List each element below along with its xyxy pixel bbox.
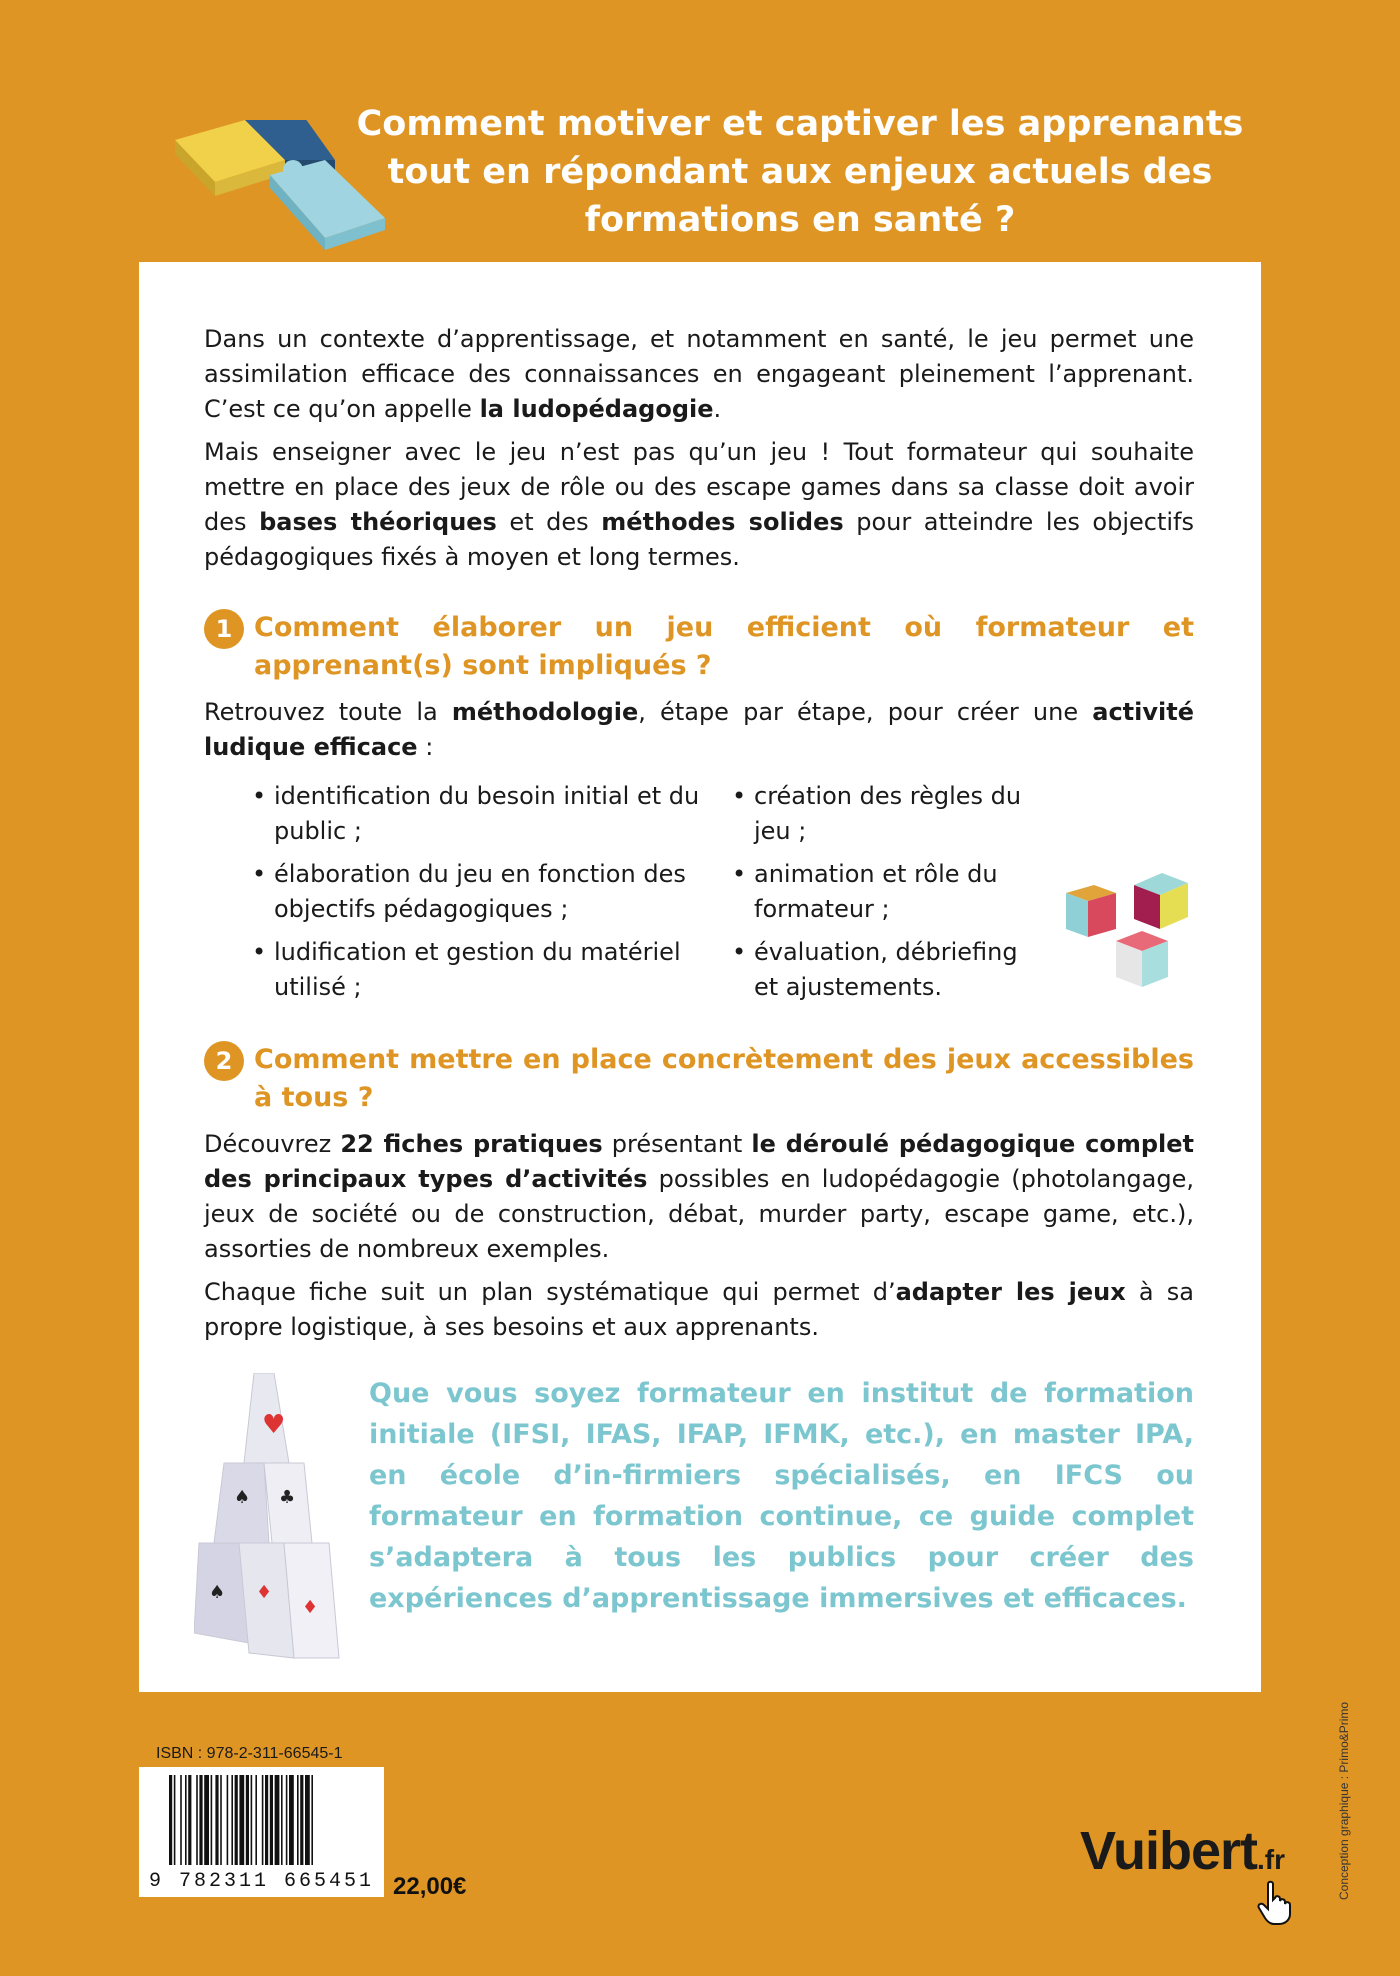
headline: [350, 100, 1250, 244]
bold-text: activité ludique efficace: [204, 698, 1194, 761]
isbn-label: ISBN : 978-2-311-66545-1: [156, 1745, 343, 1762]
text: Dans un contexte d’apprentissage, et notamment en santé, le jeu permet une assimilation efficace des connaissances en engageant pleinement l’apprenant. C’est ce qu’on appelle: [204, 325, 1194, 423]
section-1-bullets: [252, 779, 1194, 1013]
playing-cards-icon: [194, 1373, 344, 1663]
text: .: [713, 395, 722, 423]
svg-text:♠: ♠: [209, 1582, 226, 1603]
list-item: • évaluation, débriefing et ajustements.: [732, 935, 1032, 1005]
bold-text: 22 fiches pratiques: [340, 1130, 603, 1158]
barcode-bar: [227, 1775, 229, 1865]
cubes-icon: [1064, 869, 1194, 989]
section-2-paragraph-2: [204, 1275, 1194, 1345]
barcode-bar: [275, 1775, 280, 1865]
svg-text:♥: ♥: [262, 1410, 286, 1440]
content: [204, 322, 1194, 1653]
list-item: • élaboration du jeu en fonction des objectifs pédagogiques ;: [252, 857, 732, 927]
text: pour atteindre les objectifs pédagogiques fixés à moyen et long termes.: [204, 508, 1194, 571]
section-2-paragraph-1: [204, 1127, 1194, 1267]
text: , étape par étape, pour créer une: [638, 698, 1093, 726]
audience-block: [204, 1373, 1194, 1653]
barcode-bar: [262, 1775, 264, 1865]
section-1-number-badge: 1: [204, 609, 244, 649]
svg-text:♦: ♦: [256, 1582, 273, 1603]
barcode-bar: [255, 1775, 257, 1865]
svg-text:♦: ♦: [302, 1597, 319, 1618]
text: à sa propre logistique, à ses besoins et aux apprenants.: [204, 1278, 1195, 1341]
price: 22,00€: [393, 1873, 467, 1900]
bold-text: le déroulé pédagogique complet des principaux types d’activités: [204, 1130, 1194, 1193]
section-1-intro: [204, 695, 1194, 765]
design-credit: Conception graphique : Primo&Primo: [1337, 1701, 1351, 1900]
barcode-bar: [281, 1775, 283, 1865]
barcode-bar: [311, 1775, 313, 1865]
barcode-bar: [286, 1775, 288, 1865]
audience-callout: Que vous soyez formateur en institut de formation initiale (IFSI, IFAS, IFAP, IFMK, etc.), en master IPA, en école d’in-firmiers spécialisés, en IFCS ou formateur en formation continue, ce guide complet s’adaptera à tous les publics pour créer des expériences d’apprentissage immersives et efficaces.: [369, 1378, 1194, 1614]
hand-cursor-icon: [1256, 1880, 1296, 1926]
text: Découvrez: [204, 1130, 341, 1158]
barcode-bar: [185, 1775, 187, 1865]
barcode-bar: [289, 1775, 294, 1865]
intro-paragraph-2: [204, 435, 1194, 575]
content-panel: [139, 262, 1261, 1692]
list-item: • identification du besoin initial et du public ;: [252, 779, 732, 849]
list-item: • création des règles du jeu ;: [732, 779, 1032, 849]
bold-text: la ludopédagogie: [479, 395, 714, 423]
barcode-bar: [300, 1775, 303, 1865]
list-item: • ludification et gestion du matériel utilisé ;: [252, 935, 732, 1005]
barcode-bar: [246, 1775, 249, 1865]
barcode: [139, 1767, 384, 1897]
barcode-bar: [305, 1775, 310, 1865]
bullet-column-right: [732, 779, 1032, 1013]
text: Chaque fiche suit un plan systématique qui permet d’: [204, 1278, 896, 1306]
barcode-bar: [239, 1775, 244, 1865]
bullet-column-left: [252, 779, 732, 1013]
barcode-bar: [196, 1775, 198, 1865]
bold-text: adapter les jeux: [895, 1278, 1126, 1306]
publisher-logo: [1080, 1820, 1285, 1882]
list-item: • animation et rôle du formateur ;: [732, 857, 1032, 927]
section-1-title: Comment élaborer un jeu efficient où formateur et apprenant(s) sont impliqués ?: [254, 612, 1194, 681]
intro-paragraph-1: [204, 322, 1194, 427]
headline-line-2: tout en répondant aux enjeux actuels des: [387, 152, 1213, 192]
barcode-bar: [169, 1775, 172, 1865]
barcode-bar: [215, 1775, 218, 1865]
barcode-bar: [235, 1775, 238, 1865]
headline-line-1: Comment motiver et captiver les apprenants: [356, 104, 1244, 144]
barcode-bar: [220, 1775, 222, 1865]
text: et des: [496, 508, 602, 536]
section-2-heading: [204, 1041, 1194, 1117]
barcode-bars: [139, 1775, 384, 1875]
barcode-bar: [231, 1775, 233, 1865]
barcode-bar: [199, 1775, 202, 1865]
barcode-digits: 9 782311 665451: [148, 1870, 375, 1893]
logo-main: Vuibert: [1080, 1821, 1258, 1881]
barcode-bar: [180, 1775, 182, 1865]
barcode-bar: [174, 1775, 176, 1865]
section-1-heading: [204, 609, 1194, 685]
bold-text: bases théoriques: [259, 508, 497, 536]
logo-suffix: .fr: [1257, 1844, 1286, 1875]
text: Retrouvez toute la: [204, 698, 452, 726]
headline-line-3: formations en santé ?: [584, 200, 1016, 240]
barcode-bar: [265, 1775, 268, 1865]
barcode-bar: [270, 1775, 273, 1865]
bold-text: méthodes solides: [601, 508, 844, 536]
barcode-bar: [251, 1775, 253, 1865]
svg-text:♣: ♣: [279, 1487, 296, 1508]
bold-text: méthodologie: [451, 698, 639, 726]
barcode-bar: [188, 1775, 191, 1865]
text: présentant: [602, 1130, 752, 1158]
barcode-bar: [297, 1775, 299, 1865]
section-2-number-badge: 2: [204, 1041, 244, 1081]
barcode-bar: [204, 1775, 209, 1865]
text: :: [417, 733, 434, 761]
barcode-bar: [211, 1775, 213, 1865]
text: Mais enseigner avec le jeu n’est pas qu’un jeu ! Tout formateur qui souhaite mettre en place des jeux de rôle ou des escape games dans sa classe doit avoir des: [204, 438, 1194, 536]
text: possibles en ludopédagogie (photolangage, jeux de société ou de construction, débat, murder party, escape game, etc.), assorties de nombreux exemples.: [204, 1165, 1195, 1263]
section-2-title: Comment mettre en place concrètement des jeux accessibles à tous ?: [254, 1044, 1194, 1113]
svg-text:♠: ♠: [234, 1487, 251, 1508]
